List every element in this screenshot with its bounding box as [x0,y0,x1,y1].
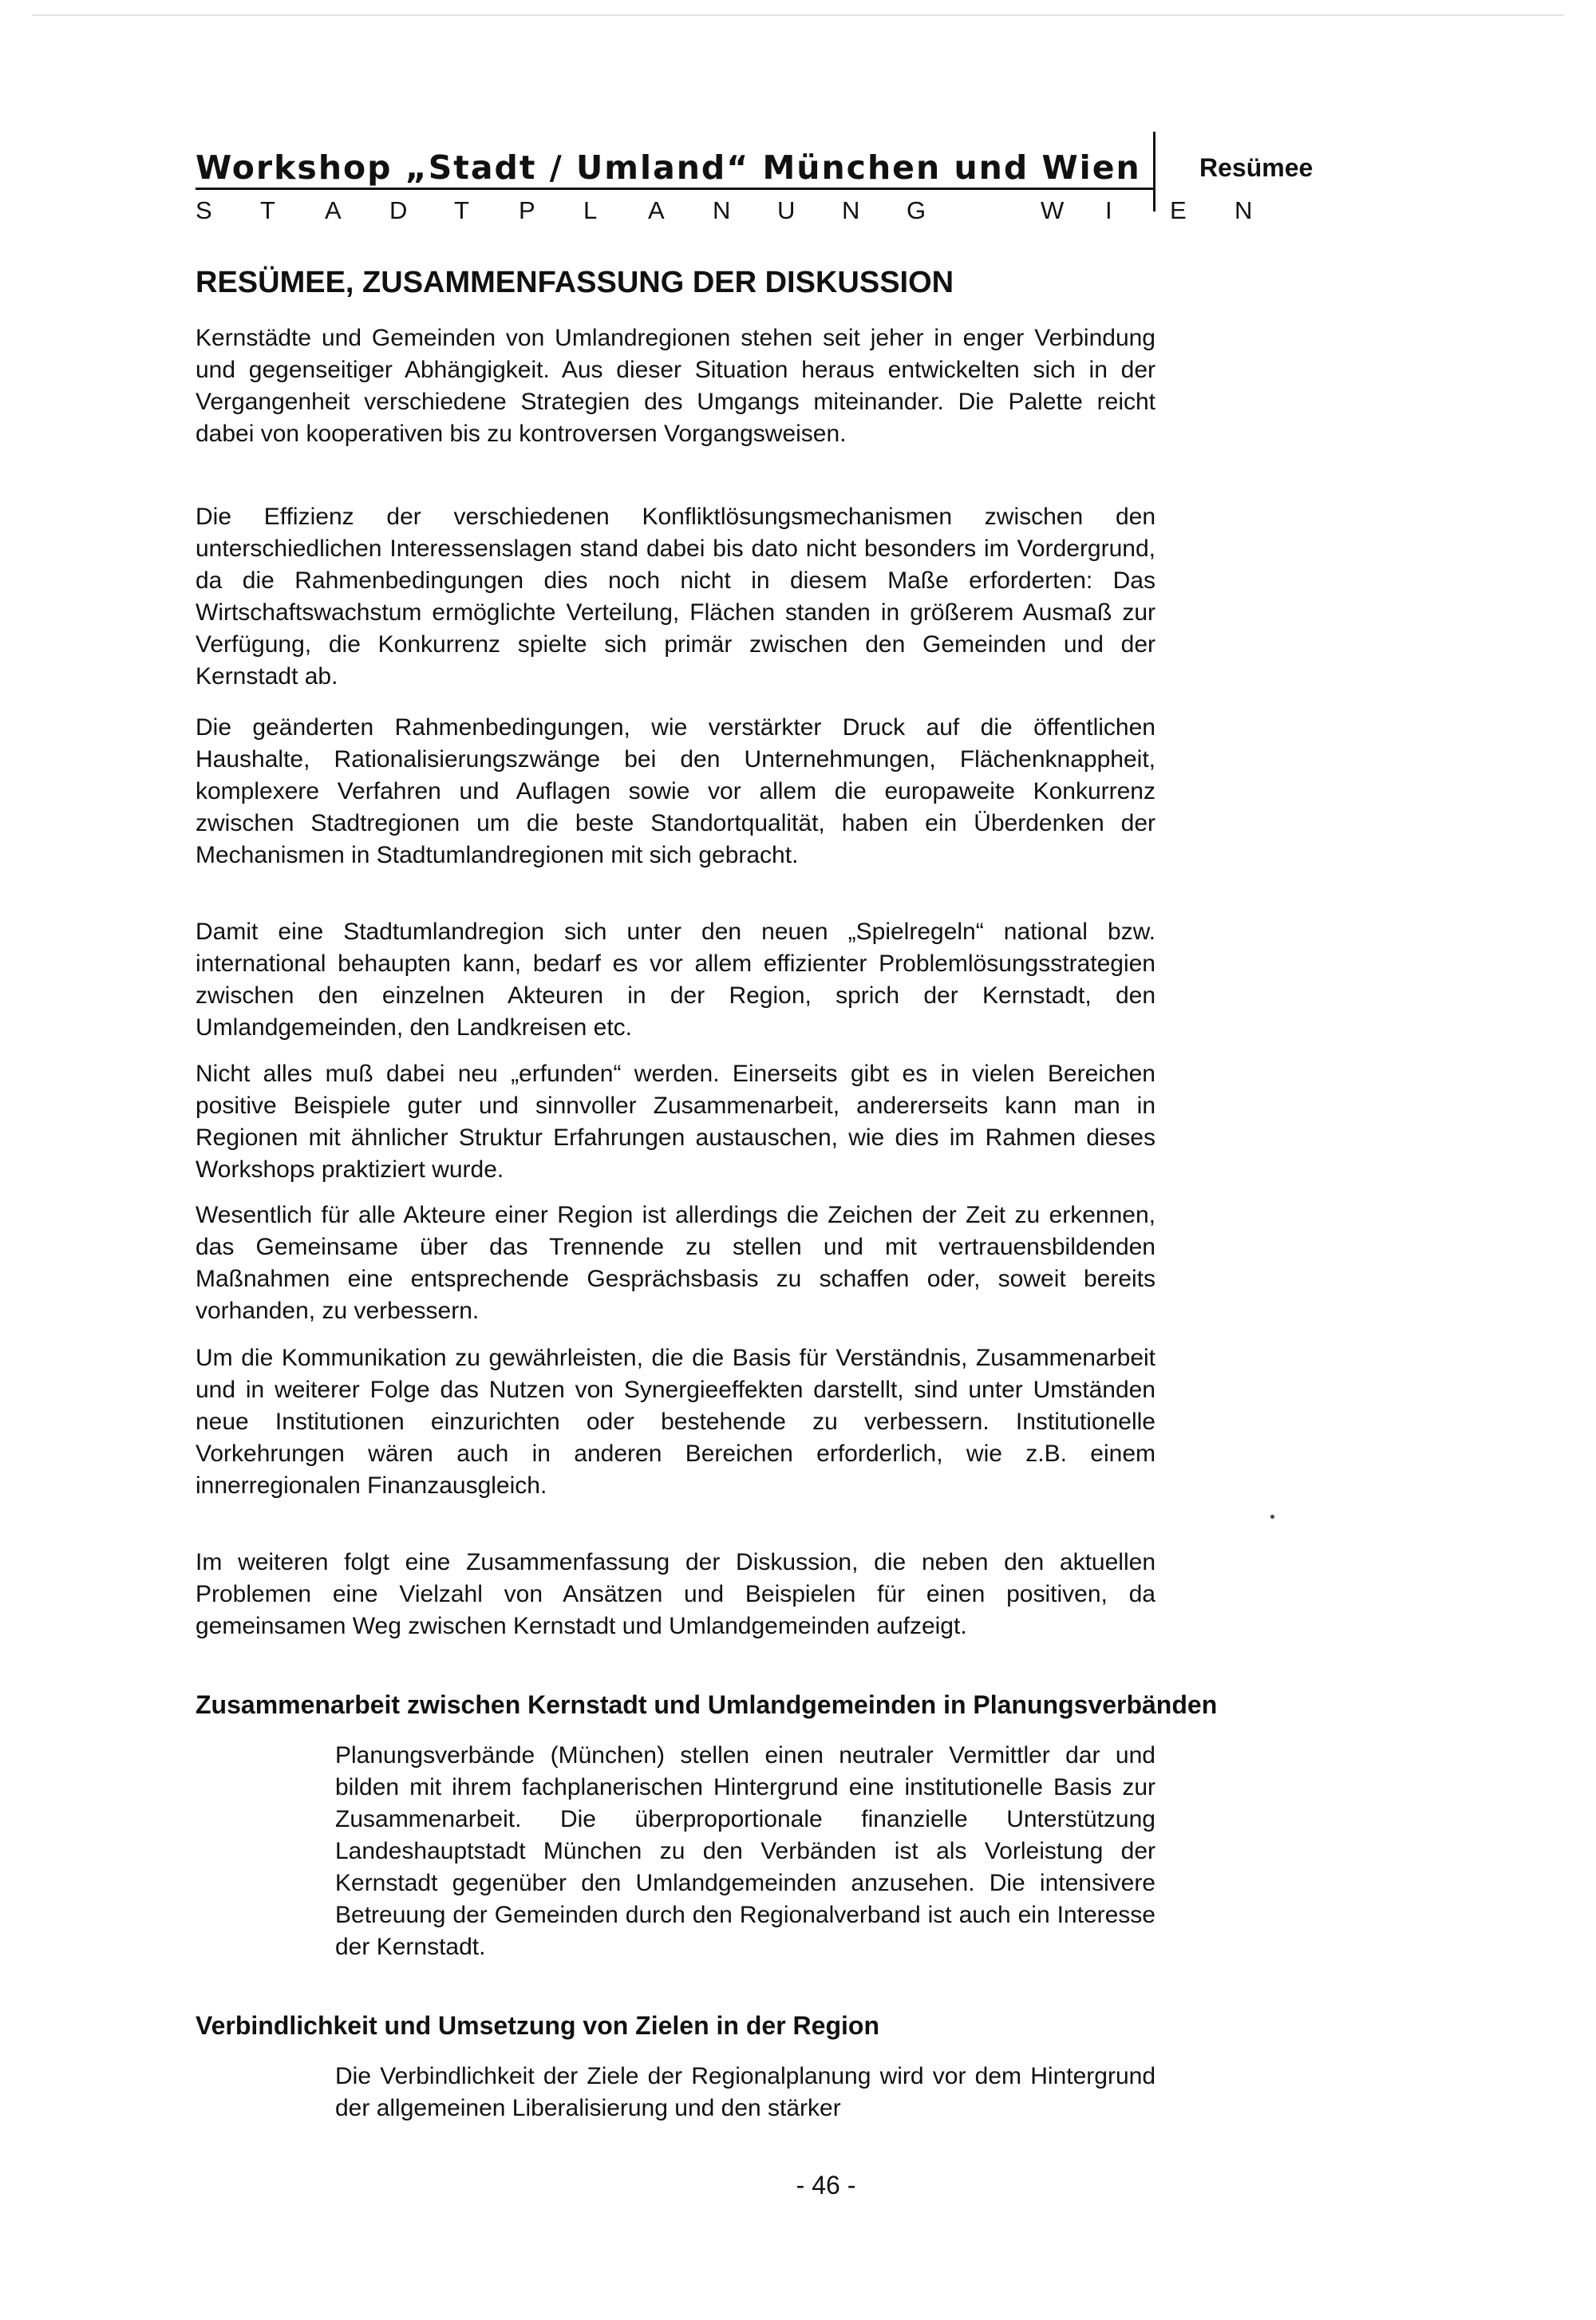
header-divider [1153,132,1156,211]
section-label: Resümee [1199,153,1314,182]
subtitle-letter: S [196,196,212,224]
subtitle-letter: N [842,196,860,224]
paragraph: Kernstädte und Gemeinden von Umlandregionen stehen seit jeher in enger Verbindung und gegenseitiger Abhängigkeit. Aus dieser Situation heraus entwickelten sich in der Vergangenheit verschiedene Strategien des Umgangs miteinander. Die Palette reicht dabei von kooperativen bis zu kontroversen Vorgangsweisen. [196,325,1156,447]
subtitle-letter: T [454,196,469,224]
page-title: RESÜMEE, ZUSAMMENFASSUNG DER DISKUSSION [196,266,954,299]
subtitle-letter: A [325,196,342,224]
subtitle-letter: E [1170,196,1187,224]
paragraph: Damit eine Stadtumlandregion sich unter den neuen „Spielregeln“ national bzw. international behaupten kann, bedarf es vor allem effizienter Problemlösungsstrategien zwischen den einzelnen Akteuren in der Region, sprich der Kernstadt, den Umlandgemeinden, den Landkreisen etc. [196,919,1156,1041]
page-number: - 46 - [796,2171,856,2199]
subtitle-letter: W [1041,196,1065,224]
paragraph: Um die Kommunikation zu gewährleisten, die die Basis für Verständnis, Zusammenarbeit und in weiterer Folge das Nutzen von Synergieeffekten darstellt, sind unter Umständen neue Institutionen einzurichten oder bestehende zu verbessern. Institutionelle Vorkehrungen wären auch in anderen Bereichen erforderlich, wie z.B. einem innerregionalen Finanzausgleich. [196,1345,1156,1499]
subtitle-letter: D [389,196,408,224]
header-title: Workshop „Stadt / Umland“ München und Wien [196,148,1141,187]
subtitle-letter: N [713,196,731,224]
header-rule [196,188,1156,190]
subtitle-letter: I [1105,196,1112,224]
paragraph: Wesentlich für alle Akteure einer Region ist allerdings die Zeichen der Zeit zu erkennen, das Gemeinsame über das Trennende zu stellen und mit vertrauensbildenden Maßnahmen eine entsprechende Gesprächsbasis zu schaffen oder, soweit bereits vorhanden, zu verbessern. [196,1202,1156,1324]
section-heading: Zusammenarbeit zwischen Kernstadt und Umlandgemeinden in Planungsverbänden [196,1690,1218,1719]
paragraph: Nicht alles muß dabei neu „erfunden“ werden. Einerseits gibt es in vielen Bereichen positive Beispiele guter und sinnvoller Zusammenarbeit, andererseits kann man in Regionen mit ähnlicher Struktur Erfahrungen austauschen, wie dies im Rahmen dieses Workshops praktiziert wurde. [196,1061,1156,1183]
subtitle-letter: T [260,196,275,224]
subtitle-letter: P [519,196,535,224]
section-heading: Verbindlichkeit und Umsetzung von Zielen in der Region [196,2011,879,2040]
section-paragraph: Planungsverbände (München) stellen einen neutraler Vermittler dar und bilden mit ihrem fachplanerischen Hintergrund eine institutionelle Basis zur Zusammenarbeit. Die überproportionale finanzielle Unterstützung Landeshauptstadt München zu den Verbänden ist als Vorleistung der Kernstadt gegenüber den Umlandgemeinden anzusehen. Die intensivere Betreuung der Gemeinden durch den Regionalverband ist auch ein Interesse der Kernstadt. [335,1742,1156,1960]
paragraph: Im weiteren folgt eine Zusammenfassung der Diskussion, die neben den aktuellen Problemen eine Vielzahl von Ansätzen und Beispielen für einen positiven, da gemeinsamen Weg zwischen Kernstadt und Umlandgemeinden aufzeigt. [196,1549,1156,1639]
subtitle-letter: G [907,196,926,224]
subtitle-letter: L [583,196,598,224]
paragraph: Die Effizienz der verschiedenen Konfliktlösungsmechanismen zwischen den unterschiedlichen Interessenslagen stand dabei bis dato nicht besonders im Vordergrund, da die Rahmenbedingungen dies noch nicht in diesem Maße erforderten: Das Wirtschaftswachstum ermöglichte Verteilung, Flächen standen in größerem Ausmaß zur Verfügung, die Konkurrenz spielte sich primär zwischen den Gemeinden und der Kernstadt ab. [196,504,1156,690]
paragraph: Die geänderten Rahmenbedingungen, wie verstärkter Druck auf die öffentlichen Haushalte, Rationalisierungszwänge bei den Unternehmungen, Flächenknappheit, komplexere Verfahren und Auflagen sowie vor allem die europaweite Konkurrenz zwischen Stadtregionen um die beste Standortqualität, haben ein Überdenken der Mechanismen in Stadtumlandregionen mit sich gebracht. [196,714,1156,868]
section-paragraph: Die Verbindlichkeit der Ziele der Regionalplanung wird vor dem Hintergrund der allgemeinen Liberalisierung und den stärker [335,2063,1156,2121]
subtitle-letter: U [777,196,796,224]
subtitle-letter: A [648,196,665,224]
scan-speck [1270,1515,1274,1519]
scan-edge-line [32,14,1564,16]
subtitle-letter: N [1235,196,1253,224]
